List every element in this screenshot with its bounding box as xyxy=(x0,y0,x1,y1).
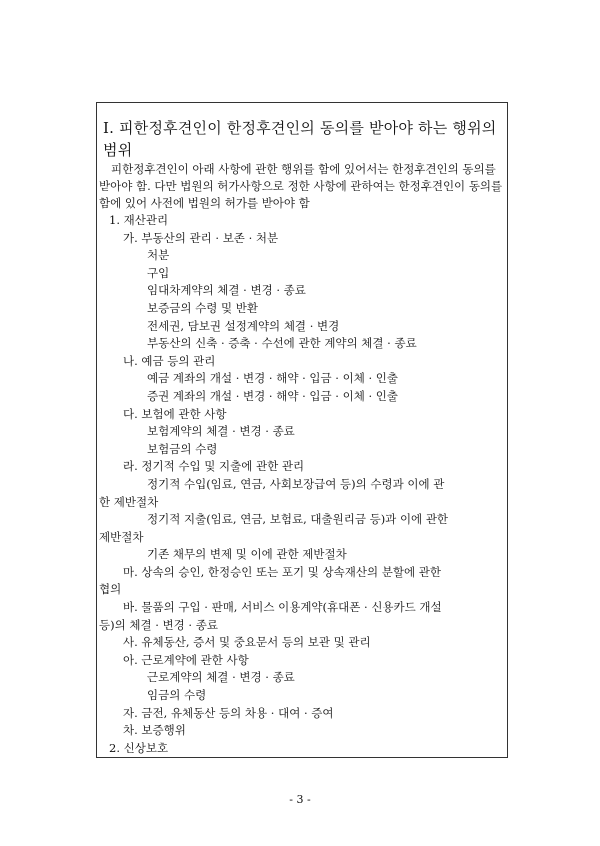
list-line: 정기적 수입(임료, 연금, 사회보장급여 등)의 수령과 이에 관 xyxy=(147,476,445,491)
list-line: 차. 보증행위 xyxy=(123,723,186,738)
list-line: 바. 물품의 구입 · 판매, 서비스 이용계약(휴대폰 · 신용카드 개설 xyxy=(123,600,442,615)
list-line: 전세권, 담보권 설정계약의 체결 · 변경 xyxy=(147,318,340,333)
list-line: 1. 재산관리 xyxy=(109,213,169,227)
list-line: 등)의 체결 · 변경 · 종료 xyxy=(99,617,218,632)
list-line: 기존 채무의 변제 및 이에 관한 제반절차 xyxy=(147,547,347,562)
list-line: 제반절차 xyxy=(99,529,144,544)
list-line: 아. 근로계약에 관한 사항 xyxy=(123,652,249,667)
list-line: 사. 유체동산, 증서 및 중요문서 등의 보관 및 관리 xyxy=(123,635,371,650)
list-line: 협의 xyxy=(99,582,122,597)
page-number: - 3 - xyxy=(289,793,311,806)
list-line: 부동산의 신축 · 증축 · 수선에 관한 계약의 체결 · 종료 xyxy=(147,336,417,351)
list-line: 근로계약의 체결 · 변경 · 종료 xyxy=(147,670,295,685)
list-line: 임대차계약의 체결 · 변경 · 종료 xyxy=(147,283,306,298)
list-line: 나. 예금 등의 관리 xyxy=(123,353,216,368)
list-line: 라. 정기적 수입 및 지출에 관한 관리 xyxy=(123,459,305,474)
list-line: 예금 계좌의 개설 · 변경 · 해약 · 입금 · 이체 · 인출 xyxy=(147,371,398,386)
list-line: 증권 계좌의 개설 · 변경 · 해약 · 입금 · 이체 · 인출 xyxy=(147,388,398,403)
list-line: 가. 부동산의 관리 · 보존 · 처분 xyxy=(123,230,279,245)
item-list xyxy=(97,212,507,758)
list-line xyxy=(97,757,507,758)
list-line: 자. 금전, 유체동산 등의 차용 · 대여 · 증여 xyxy=(123,705,334,720)
list-line: 처분 xyxy=(147,248,170,263)
intro-paragraph: 피한정후견인이 아래 사항에 관한 행위를 함에 있어서는 한정후견인의 동의를 받아야 함. 다만 법원의 허가사항으로 정한 사항에 관하여는 한정후견인이 동의를 함에 있어 사전에 법원의 허가를 받아야 함 xyxy=(99,162,503,210)
section-title: Ⅰ. 피한정후견인이 한정후견인의 동의를 받아야 하는 행위의 범위 xyxy=(103,119,497,159)
list-line: 정기적 지출(임료, 연금, 보험료, 대출원리금 등)과 이에 관한 xyxy=(147,512,449,527)
list-line: 구입 xyxy=(147,265,170,280)
list-line: 2. 신상보호 xyxy=(109,740,169,755)
list-line: 보증금의 수령 및 반환 xyxy=(147,300,258,315)
list-line: 보험계약의 체결 · 변경 · 종료 xyxy=(147,424,295,439)
list-line: 보험금의 수령 xyxy=(147,441,218,456)
list-line: 임금의 수령 xyxy=(147,688,207,703)
list-line: 다. 보험에 관한 사항 xyxy=(123,406,227,421)
list-line: 한 제반절차 xyxy=(99,494,159,509)
content-box xyxy=(96,102,508,758)
list-line: 마. 상속의 승인, 한정승인 또는 포기 및 상속재산의 분할에 관한 xyxy=(123,564,441,579)
